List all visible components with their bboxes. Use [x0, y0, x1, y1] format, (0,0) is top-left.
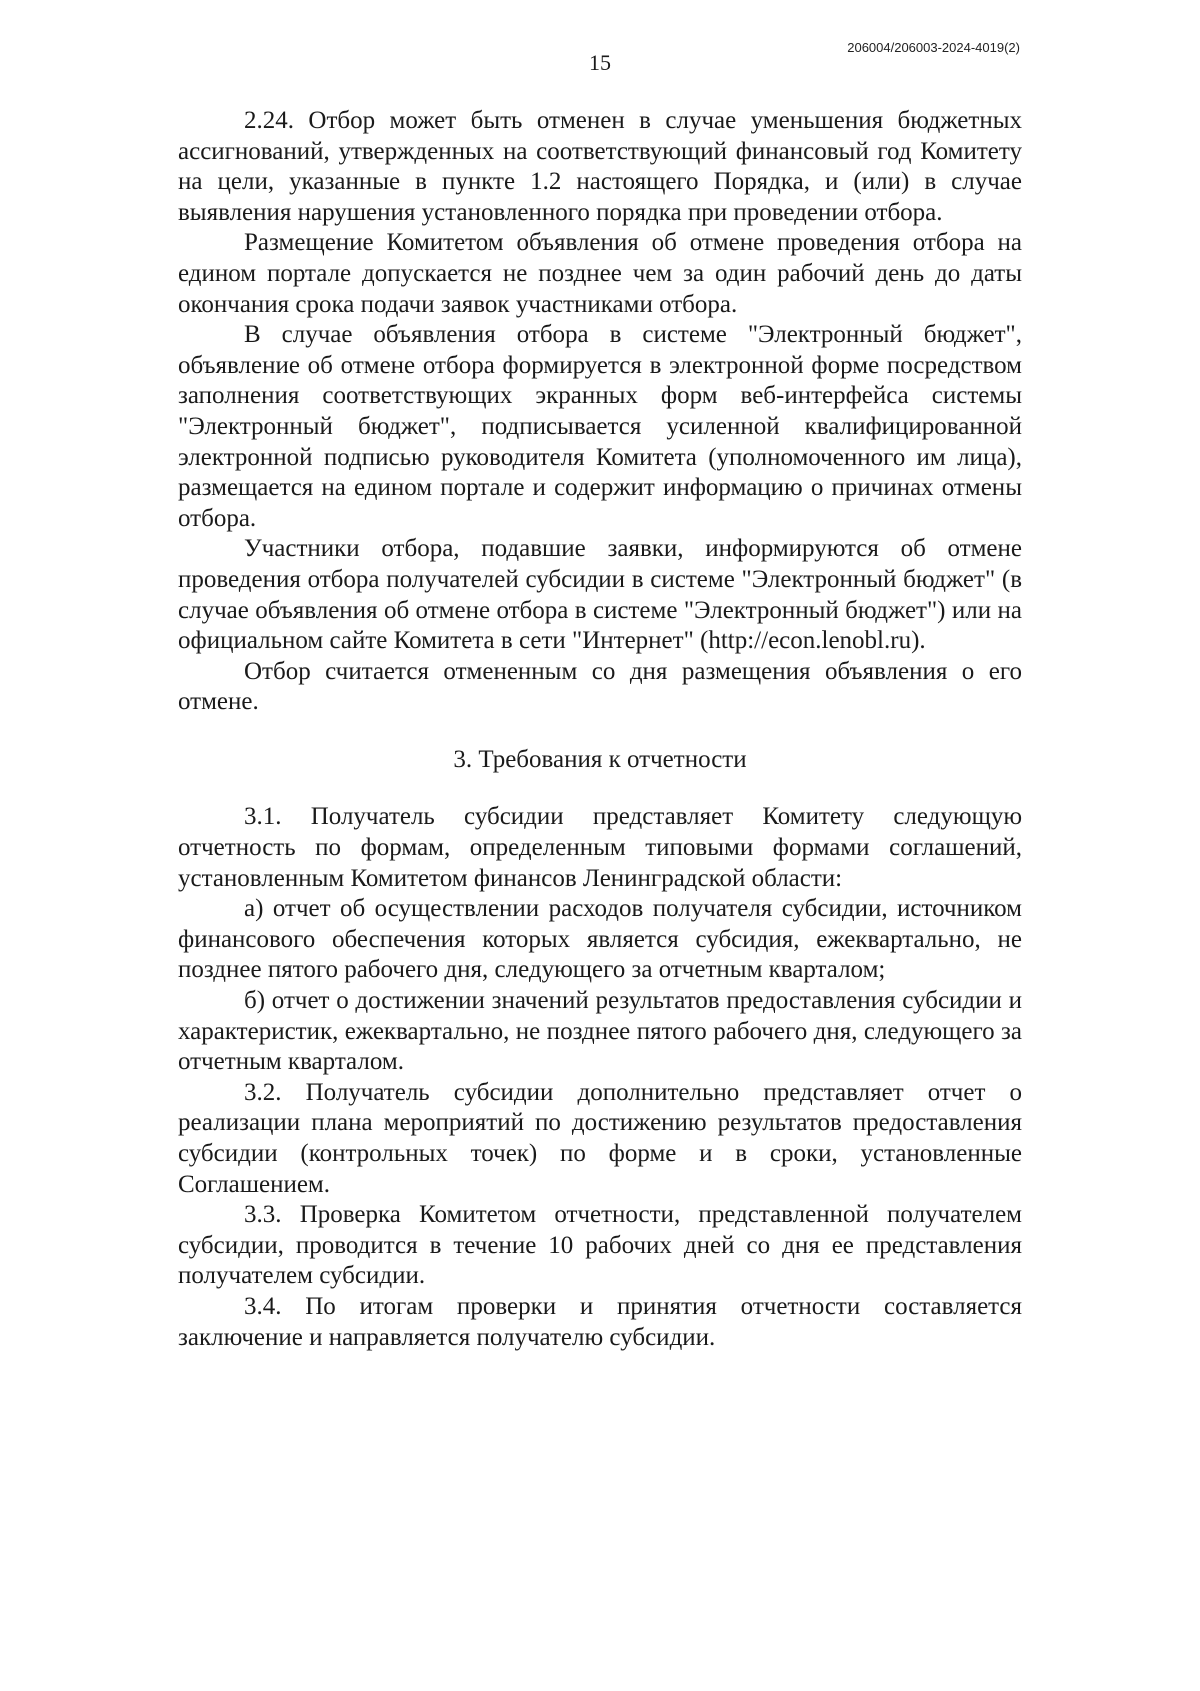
- document-body: [178, 106, 1022, 1353]
- paragraph-3-1: 3.1. Получатель субсидии представляет Комитету следующую отчетность по формам, определенным типовыми формами соглашений, установленным Комитетом финансов Ленинградской области:: [178, 803, 1022, 892]
- section-title: 3. Требования к отчетности: [453, 745, 747, 773]
- paragraph-3-3: 3.3. Проверка Комитетом отчетности, представленной получателем субсидии, проводится в течение 10 рабочих дней со дня ее представления получателем субсидии.: [178, 1201, 1022, 1290]
- paragraph-3-4: 3.4. По итогам проверки и принятия отчетности составляется заключение и направляется получателю субсидии.: [178, 1292, 1022, 1351]
- paragraph-3-2: 3.2. Получатель субсидии дополнительно представляет отчет о реализации плана мероприятий по достижению результатов предоставления субсидии (контрольных точек) по форме и в сроки, установленные Соглашением.: [178, 1078, 1022, 1198]
- paragraph-2-24: 2.24. Отбор может быть отменен в случае уменьшения бюджетных ассигнований, утвержденных на соответствующий финансовый год Комитету на цели, указанные в пункте 1.2 настоящего Порядка, и (или) в случае выявления нарушения установленного порядка при проведении отбора.: [178, 107, 1022, 226]
- paragraph-3-1-a: а) отчет об осуществлении расходов получателя субсидии, источником финансового обеспечения которых является субсидия, ежеквартально, не позднее пятого рабочего дня, следующего за отчетным кварталом;: [178, 895, 1022, 984]
- document-registration-number: 206004/206003-2024-4019(2): [847, 40, 1020, 55]
- paragraph-cancellation-notice: Размещение Комитетом объявления об отмене проведения отбора на едином портале допускается не позднее чем за один рабочий день до даты окончания срока подачи заявок участниками отбора.: [178, 229, 1022, 318]
- paragraph-electronic-budget: В случае объявления отбора в системе "Электронный бюджет", объявление об отмене отбора формируется в электронной форме посредством заполнения соответствующих экранных форм веб-интерфейса системы "Электронный бюджет", подписывается усиленной квалифицированной электронной подписью руководителя Комитета (уполномоченного им лица), размещается на едином портале и содержит информацию о причинах отмены отбора.: [178, 321, 1022, 532]
- page-number: 15: [589, 50, 611, 75]
- paragraph-selection-cancelled: Отбор считается отмененным со дня размещения объявления о его отмене.: [178, 657, 1022, 716]
- paragraph-3-1-b: б) отчет о достижении значений результатов предоставления субсидии и характеристик, ежеквартально, не позднее пятого рабочего дня, следующего за отчетным кварталом.: [178, 987, 1022, 1076]
- paragraph-participants-informed: Участники отбора, подавшие заявки, информируются об отмене проведения отбора получателей субсидии в системе "Электронный бюджет" (в случае объявления об отмене отбора в системе "Электронный бюджет") или на официальном сайте Комитета в сети "Интернет" (http://econ.lenobl.ru).: [178, 535, 1022, 655]
